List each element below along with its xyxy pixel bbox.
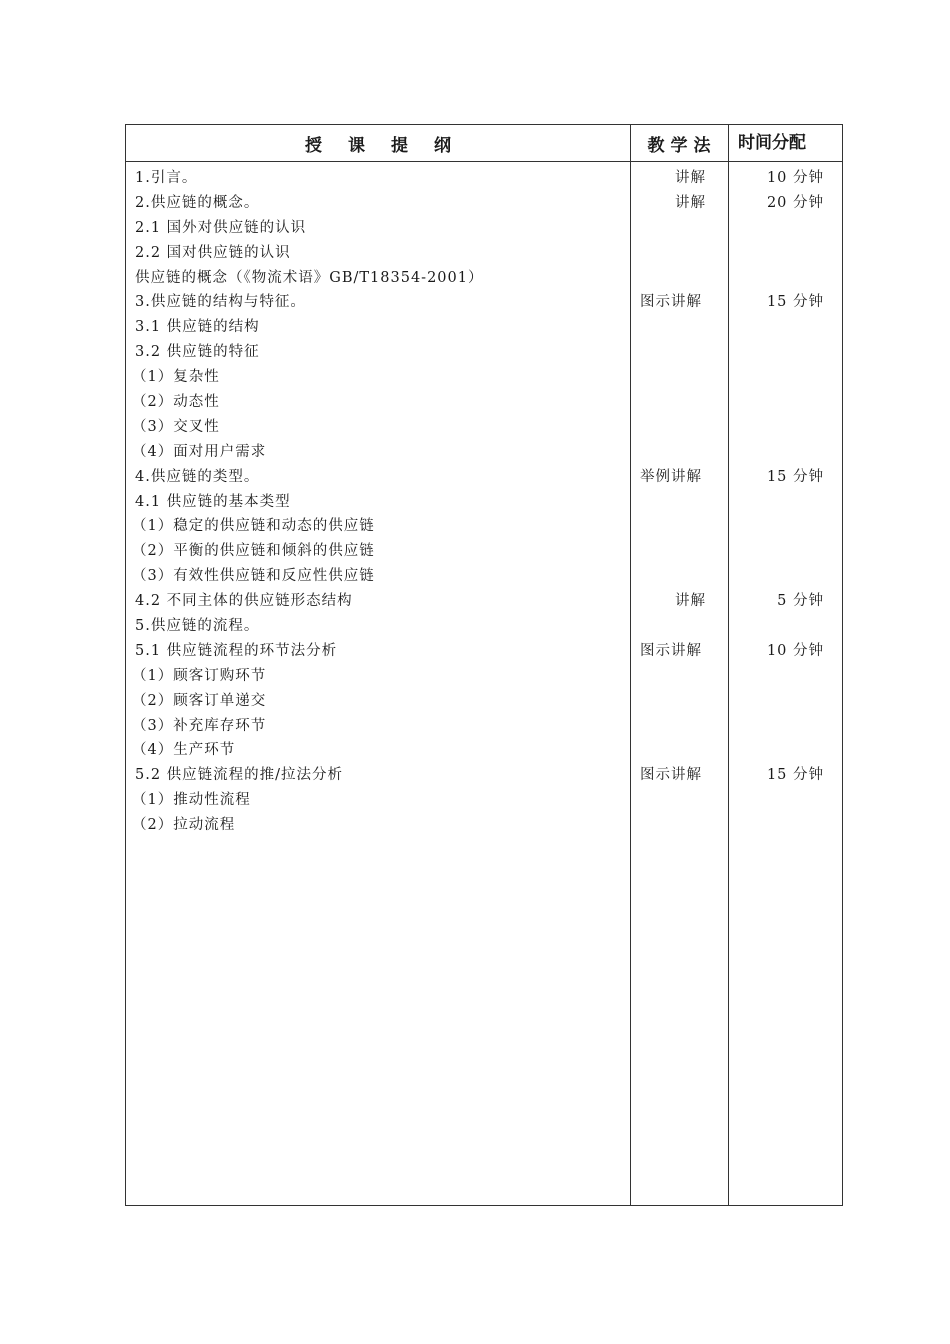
table-row [126,759,842,784]
outline-item: 2.2 国对供应链的认识 [135,244,291,261]
outline-item: 4.供应链的类型。 [135,468,260,485]
table-row [126,461,842,486]
outline-item: （2）平衡的供应链和倾斜的供应链 [132,543,375,560]
outline-item: （3）交叉性 [132,418,220,435]
outline-item: 4.2 不同主体的供应链形态结构 [135,593,353,610]
table-row [126,635,842,660]
table-row [126,809,842,834]
table-row [126,262,842,287]
outline-item: （1）复杂性 [132,369,220,386]
table-row [126,361,842,386]
time-allocation-cell: 15 分钟 [766,294,824,311]
teaching-method-cell: 讲解 [675,593,706,610]
outline-item: （1）推动性流程 [132,792,251,809]
table-row [126,710,842,735]
time-allocation-cell: 5 分钟 [777,593,824,610]
outline-item: （1）顾客订购环节 [132,667,267,684]
table-row [126,162,842,187]
outline-item: 5.2 供应链流程的推/拉法分析 [135,767,344,784]
outline-item: 2.1 国外对供应链的认识 [135,219,307,236]
table-row [126,187,842,212]
outline-item: 5.1 供应链流程的环节法分析 [135,642,338,659]
table-row [126,535,842,560]
teaching-method-cell: 图示讲解 [640,294,702,311]
table-row [126,560,842,585]
table-row [126,436,842,461]
table-row [126,685,842,710]
outline-item: （4）生产环节 [132,742,236,759]
outline-item: 1.引言。 [135,170,198,186]
teaching-method-cell: 图示讲解 [640,642,702,659]
outline-item: 3.供应链的结构与特征。 [135,294,306,311]
table-row [126,411,842,436]
teaching-method-cell: 讲解 [675,194,706,211]
table-row [126,286,842,311]
outline-item: （3）补充库存环节 [132,717,267,734]
table-row [126,311,842,336]
table-row [126,585,842,610]
time-allocation-cell: 10 分钟 [766,642,824,659]
table-row [126,336,842,361]
header-outline: 授课提纲 [305,135,477,156]
outline-item: 5.供应链的流程。 [135,618,260,635]
table-row [126,610,842,635]
outline-rows [126,162,842,834]
table-row [126,734,842,759]
time-allocation-cell: 10 分钟 [766,170,824,186]
time-allocation-cell: 15 分钟 [766,767,824,784]
teaching-method-cell: 图示讲解 [640,767,702,784]
table-row [126,510,842,535]
outline-item: 3.1 供应链的结构 [135,319,260,336]
table-row [126,660,842,685]
header-time-allocation: 时间分配 [738,133,806,153]
header-teaching-method: 教学法 [647,135,717,156]
outline-item: 供应链的概念（《物流术语》GB/T18354-2001） [135,269,484,286]
time-allocation-cell: 20 分钟 [766,194,824,211]
outline-item: 4.1 供应链的基本类型 [135,493,291,510]
outline-item: 3.2 供应链的特征 [135,344,260,361]
table-row [126,237,842,262]
table-row [126,486,842,511]
outline-item: （2）拉动流程 [132,817,236,834]
outline-item: （1）稳定的供应链和动态的供应链 [132,518,375,535]
time-allocation-cell: 15 分钟 [766,468,824,485]
outline-item: （2）动态性 [132,394,220,411]
outline-item: （2）顾客订单递交 [132,692,267,709]
outline-item: 2.供应链的概念。 [135,194,260,211]
lesson-outline-table [125,124,843,1206]
teaching-method-cell: 讲解 [675,170,706,186]
outline-item: （3）有效性供应链和反应性供应链 [132,568,375,585]
table-row [126,212,842,237]
table-row [126,386,842,411]
teaching-method-cell: 举例讲解 [640,468,702,485]
table-row [126,784,842,809]
outline-item: （4）面对用户需求 [132,443,267,460]
